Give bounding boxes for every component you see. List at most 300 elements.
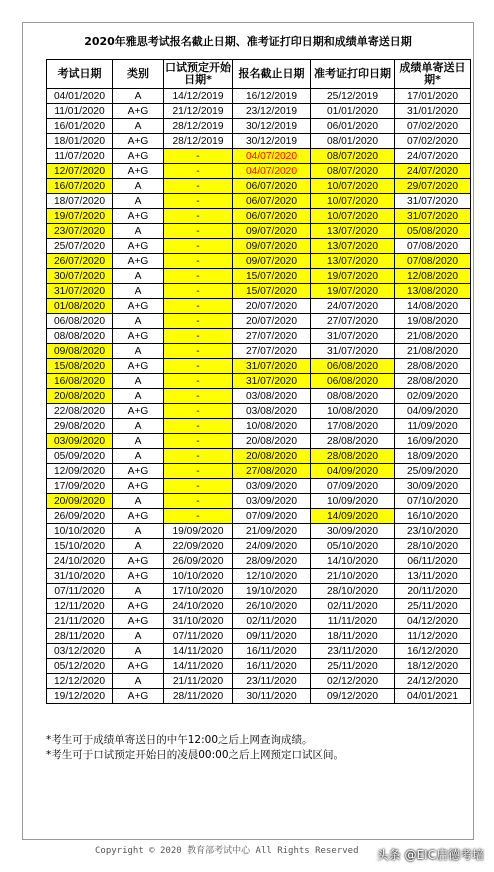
table-row [47, 404, 471, 419]
table-row [47, 254, 471, 269]
cell-exam-date: 17/09/2020 [47, 479, 113, 494]
cell-result-mailing-date: 25/09/2020 [395, 464, 471, 479]
cell-exam-date: 16/08/2020 [47, 374, 113, 389]
cell-admission-print-date: 21/10/2020 [311, 569, 395, 584]
cell-result-mailing-date: 16/09/2020 [395, 434, 471, 449]
cell-registration-deadline: 24/09/2020 [233, 539, 311, 554]
table-row [47, 194, 471, 209]
cell-registration-deadline: 16/11/2020 [233, 644, 311, 659]
cell-admission-print-date: 14/10/2020 [311, 554, 395, 569]
header-result-mailing-date: 成绩单寄送日期* [395, 60, 471, 89]
cell-speaking-booking-start: - [164, 389, 233, 404]
cell-exam-date: 01/08/2020 [47, 299, 113, 314]
cell-exam-date: 31/10/2020 [47, 569, 113, 584]
cell-registration-deadline: 04/07/2020 [233, 149, 311, 164]
cell-result-mailing-date: 24/07/2020 [395, 149, 471, 164]
cell-result-mailing-date: 24/12/2020 [395, 674, 471, 689]
cell-result-mailing-date: 07/02/2020 [395, 119, 471, 134]
cell-category: A [113, 344, 164, 359]
cell-registration-deadline: 15/07/2020 [233, 284, 311, 299]
table-row [47, 389, 471, 404]
cell-registration-deadline: 06/07/2020 [233, 194, 311, 209]
cell-exam-date: 19/07/2020 [47, 209, 113, 224]
cell-category: A [113, 584, 164, 599]
cell-registration-deadline: 27/07/2020 [233, 329, 311, 344]
cell-speaking-booking-start: - [164, 464, 233, 479]
table-row [47, 419, 471, 434]
table-row [47, 164, 471, 179]
cell-exam-date: 16/07/2020 [47, 179, 113, 194]
cell-result-mailing-date: 13/08/2020 [395, 284, 471, 299]
cell-result-mailing-date: 02/09/2020 [395, 389, 471, 404]
table-row [47, 614, 471, 629]
cell-speaking-booking-start: 19/09/2020 [164, 524, 233, 539]
cell-speaking-booking-start: - [164, 494, 233, 509]
cell-admission-print-date: 19/07/2020 [311, 284, 395, 299]
cell-registration-deadline: 30/12/2019 [233, 119, 311, 134]
cell-exam-date: 11/01/2020 [47, 104, 113, 119]
cell-admission-print-date: 13/07/2020 [311, 224, 395, 239]
cell-speaking-booking-start: - [164, 194, 233, 209]
cell-category: A [113, 539, 164, 554]
cell-speaking-booking-start: 28/12/2019 [164, 119, 233, 134]
cell-exam-date: 16/01/2020 [47, 119, 113, 134]
cell-category: A [113, 314, 164, 329]
cell-registration-deadline: 19/10/2020 [233, 584, 311, 599]
cell-speaking-booking-start: 17/10/2020 [164, 584, 233, 599]
cell-category: A+G [113, 404, 164, 419]
cell-registration-deadline: 15/07/2020 [233, 269, 311, 284]
table-row [47, 584, 471, 599]
cell-registration-deadline: 06/07/2020 [233, 209, 311, 224]
cell-speaking-booking-start: - [164, 344, 233, 359]
cell-category: A [113, 269, 164, 284]
cell-admission-print-date: 10/07/2020 [311, 194, 395, 209]
cell-registration-deadline: 03/08/2020 [233, 404, 311, 419]
cell-registration-deadline: 30/11/2020 [233, 689, 311, 704]
cell-speaking-booking-start: 10/10/2020 [164, 569, 233, 584]
table-row [47, 644, 471, 659]
cell-exam-date: 30/07/2020 [47, 269, 113, 284]
cell-speaking-booking-start: - [164, 164, 233, 179]
cell-speaking-booking-start: 21/11/2020 [164, 674, 233, 689]
cell-exam-date: 12/11/2020 [47, 599, 113, 614]
cell-admission-print-date: 02/12/2020 [311, 674, 395, 689]
cell-result-mailing-date: 07/08/2020 [395, 254, 471, 269]
cell-exam-date: 03/09/2020 [47, 434, 113, 449]
cell-exam-date: 10/10/2020 [47, 524, 113, 539]
cell-admission-print-date: 08/01/2020 [311, 134, 395, 149]
cell-admission-print-date: 28/10/2020 [311, 584, 395, 599]
cell-admission-print-date: 13/07/2020 [311, 239, 395, 254]
cell-category: A [113, 119, 164, 134]
cell-result-mailing-date: 31/01/2020 [395, 104, 471, 119]
cell-category: A+G [113, 239, 164, 254]
cell-admission-print-date: 19/07/2020 [311, 269, 395, 284]
cell-admission-print-date: 18/11/2020 [311, 629, 395, 644]
cell-admission-print-date: 08/07/2020 [311, 149, 395, 164]
cell-exam-date: 20/09/2020 [47, 494, 113, 509]
cell-category: A+G [113, 209, 164, 224]
cell-registration-deadline: 21/09/2020 [233, 524, 311, 539]
cell-speaking-booking-start: - [164, 509, 233, 524]
cell-category: A [113, 449, 164, 464]
table-row [47, 284, 471, 299]
table-row [47, 494, 471, 509]
table-header-row [47, 60, 471, 89]
cell-speaking-booking-start: 31/10/2020 [164, 614, 233, 629]
cell-speaking-booking-start: 24/10/2020 [164, 599, 233, 614]
table-row [47, 509, 471, 524]
cell-category: A [113, 419, 164, 434]
cell-category: A [113, 524, 164, 539]
cell-result-mailing-date: 30/09/2020 [395, 479, 471, 494]
table-row [47, 89, 471, 104]
cell-result-mailing-date: 21/08/2020 [395, 344, 471, 359]
footnote-speaking: *考生可于口试预定开始日的凌晨00:00之后上网预定口试区间。 [46, 749, 345, 761]
cell-result-mailing-date: 25/11/2020 [395, 599, 471, 614]
cell-admission-print-date: 08/07/2020 [311, 164, 395, 179]
cell-category: A+G [113, 104, 164, 119]
table-row [47, 629, 471, 644]
cell-exam-date: 23/07/2020 [47, 224, 113, 239]
cell-speaking-booking-start: - [164, 284, 233, 299]
cell-exam-date: 15/08/2020 [47, 359, 113, 374]
cell-admission-print-date: 27/07/2020 [311, 314, 395, 329]
cell-category: A+G [113, 569, 164, 584]
cell-result-mailing-date: 18/12/2020 [395, 659, 471, 674]
cell-registration-deadline: 04/07/2020 [233, 164, 311, 179]
cell-category: A+G [113, 359, 164, 374]
cell-exam-date: 20/08/2020 [47, 389, 113, 404]
cell-category: A+G [113, 164, 164, 179]
cell-result-mailing-date: 06/11/2020 [395, 554, 471, 569]
header-exam-date: 考试日期 [47, 60, 113, 89]
cell-admission-print-date: 25/12/2019 [311, 89, 395, 104]
cell-result-mailing-date: 29/07/2020 [395, 179, 471, 194]
cell-category: A+G [113, 254, 164, 269]
cell-speaking-booking-start: - [164, 149, 233, 164]
cell-result-mailing-date: 16/10/2020 [395, 509, 471, 524]
cell-exam-date: 31/07/2020 [47, 284, 113, 299]
cell-registration-deadline: 03/08/2020 [233, 389, 311, 404]
cell-registration-deadline: 20/07/2020 [233, 299, 311, 314]
cell-exam-date: 12/09/2020 [47, 464, 113, 479]
cell-category: A+G [113, 479, 164, 494]
cell-registration-deadline: 10/08/2020 [233, 419, 311, 434]
cell-result-mailing-date: 28/10/2020 [395, 539, 471, 554]
cell-admission-print-date: 17/08/2020 [311, 419, 395, 434]
table-row [47, 314, 471, 329]
cell-speaking-booking-start: - [164, 254, 233, 269]
cell-admission-print-date: 10/09/2020 [311, 494, 395, 509]
cell-speaking-booking-start: 22/09/2020 [164, 539, 233, 554]
cell-speaking-booking-start: 28/11/2020 [164, 689, 233, 704]
cell-result-mailing-date: 28/08/2020 [395, 359, 471, 374]
cell-result-mailing-date: 04/09/2020 [395, 404, 471, 419]
table-row [47, 434, 471, 449]
cell-admission-print-date: 06/08/2020 [311, 374, 395, 389]
cell-registration-deadline: 09/07/2020 [233, 254, 311, 269]
copyright-text: Copyright © 2020 教育部考试中心 All Rights Reserved [95, 846, 359, 856]
cell-registration-deadline: 07/09/2020 [233, 509, 311, 524]
cell-category: A [113, 674, 164, 689]
cell-exam-date: 26/09/2020 [47, 509, 113, 524]
cell-result-mailing-date: 07/02/2020 [395, 134, 471, 149]
cell-speaking-booking-start: 14/11/2020 [164, 644, 233, 659]
cell-speaking-booking-start: - [164, 434, 233, 449]
cell-registration-deadline: 23/11/2020 [233, 674, 311, 689]
cell-category: A [113, 629, 164, 644]
cell-category: A [113, 179, 164, 194]
cell-speaking-booking-start: - [164, 269, 233, 284]
cell-category: A [113, 389, 164, 404]
table-row [47, 374, 471, 389]
cell-registration-deadline: 23/12/2019 [233, 104, 311, 119]
table-row [47, 134, 471, 149]
cell-result-mailing-date: 31/07/2020 [395, 194, 471, 209]
cell-speaking-booking-start: - [164, 359, 233, 374]
cell-result-mailing-date: 11/12/2020 [395, 629, 471, 644]
table-row [47, 239, 471, 254]
cell-category: A [113, 89, 164, 104]
cell-registration-deadline: 20/07/2020 [233, 314, 311, 329]
cell-category: A [113, 434, 164, 449]
cell-admission-print-date: 05/10/2020 [311, 539, 395, 554]
cell-result-mailing-date: 31/07/2020 [395, 209, 471, 224]
cell-exam-date: 05/09/2020 [47, 449, 113, 464]
cell-admission-print-date: 28/08/2020 [311, 449, 395, 464]
page-title: 2020年雅思考试报名截止日期、准考证打印日期和成绩单寄送日期 [84, 35, 412, 48]
cell-category: A [113, 284, 164, 299]
cell-exam-date: 06/08/2020 [47, 314, 113, 329]
cell-registration-deadline: 30/12/2019 [233, 134, 311, 149]
cell-speaking-booking-start: - [164, 329, 233, 344]
cell-category: A [113, 224, 164, 239]
cell-exam-date: 18/01/2020 [47, 134, 113, 149]
cell-registration-deadline: 09/07/2020 [233, 239, 311, 254]
cell-registration-deadline: 20/08/2020 [233, 434, 311, 449]
cell-result-mailing-date: 28/08/2020 [395, 374, 471, 389]
cell-registration-deadline: 16/11/2020 [233, 659, 311, 674]
cell-exam-date: 24/10/2020 [47, 554, 113, 569]
cell-admission-print-date: 09/12/2020 [311, 689, 395, 704]
table-row [47, 149, 471, 164]
cell-category: A [113, 494, 164, 509]
cell-registration-deadline: 02/11/2020 [233, 614, 311, 629]
cell-speaking-booking-start: 07/11/2020 [164, 629, 233, 644]
cell-exam-date: 29/08/2020 [47, 419, 113, 434]
cell-speaking-booking-start: - [164, 224, 233, 239]
table-row [47, 299, 471, 314]
cell-exam-date: 18/07/2020 [47, 194, 113, 209]
cell-result-mailing-date: 11/09/2020 [395, 419, 471, 434]
table-row [47, 119, 471, 134]
header-speaking-booking-start: 口试预定开始日期* [164, 60, 233, 89]
table-row [47, 224, 471, 239]
cell-speaking-booking-start: - [164, 479, 233, 494]
cell-result-mailing-date: 23/10/2020 [395, 524, 471, 539]
header-registration-deadline: 报名截止日期 [233, 60, 311, 89]
cell-exam-date: 08/08/2020 [47, 329, 113, 344]
cell-category: A+G [113, 509, 164, 524]
cell-result-mailing-date: 07/08/2020 [395, 239, 471, 254]
cell-exam-date: 15/10/2020 [47, 539, 113, 554]
cell-speaking-booking-start: 14/11/2020 [164, 659, 233, 674]
cell-speaking-booking-start: 28/12/2019 [164, 134, 233, 149]
cell-exam-date: 28/11/2020 [47, 629, 113, 644]
cell-result-mailing-date: 16/12/2020 [395, 644, 471, 659]
cell-speaking-booking-start: - [164, 239, 233, 254]
cell-admission-print-date: 23/11/2020 [311, 644, 395, 659]
cell-category: A+G [113, 299, 164, 314]
table-row [47, 464, 471, 479]
cell-exam-date: 12/12/2020 [47, 674, 113, 689]
cell-exam-date: 11/07/2020 [47, 149, 113, 164]
cell-exam-date: 05/12/2020 [47, 659, 113, 674]
cell-admission-print-date: 01/01/2020 [311, 104, 395, 119]
cell-result-mailing-date: 24/07/2020 [395, 164, 471, 179]
cell-registration-deadline: 03/09/2020 [233, 479, 311, 494]
cell-result-mailing-date: 04/01/2021 [395, 689, 471, 704]
cell-category: A [113, 374, 164, 389]
cell-result-mailing-date: 13/11/2020 [395, 569, 471, 584]
table-row [47, 539, 471, 554]
table-row [47, 659, 471, 674]
cell-speaking-booking-start: - [164, 404, 233, 419]
cell-registration-deadline: 26/10/2020 [233, 599, 311, 614]
cell-admission-print-date: 24/07/2020 [311, 299, 395, 314]
table-row [47, 689, 471, 704]
cell-admission-print-date: 30/09/2020 [311, 524, 395, 539]
cell-speaking-booking-start: - [164, 314, 233, 329]
table-row [47, 344, 471, 359]
cell-speaking-booking-start: 21/12/2019 [164, 104, 233, 119]
cell-admission-print-date: 13/07/2020 [311, 254, 395, 269]
table-row [47, 209, 471, 224]
cell-category: A+G [113, 554, 164, 569]
cell-category: A [113, 644, 164, 659]
table-row [47, 554, 471, 569]
cell-registration-deadline: 03/09/2020 [233, 494, 311, 509]
cell-exam-date: 19/12/2020 [47, 689, 113, 704]
cell-exam-date: 03/12/2020 [47, 644, 113, 659]
cell-speaking-booking-start: - [164, 449, 233, 464]
cell-result-mailing-date: 05/08/2020 [395, 224, 471, 239]
cell-admission-print-date: 06/01/2020 [311, 119, 395, 134]
cell-result-mailing-date: 17/01/2020 [395, 89, 471, 104]
cell-admission-print-date: 02/11/2020 [311, 599, 395, 614]
cell-registration-deadline: 12/10/2020 [233, 569, 311, 584]
cell-admission-print-date: 04/09/2020 [311, 464, 395, 479]
cell-exam-date: 22/08/2020 [47, 404, 113, 419]
cell-registration-deadline: 31/07/2020 [233, 359, 311, 374]
cell-exam-date: 07/11/2020 [47, 584, 113, 599]
table-row [47, 569, 471, 584]
cell-admission-print-date: 07/09/2020 [311, 479, 395, 494]
table-row [47, 359, 471, 374]
cell-admission-print-date: 31/07/2020 [311, 344, 395, 359]
watermark-text: 头条 @EIC启德考培 [376, 848, 484, 862]
cell-speaking-booking-start: 14/12/2019 [164, 89, 233, 104]
cell-exam-date: 04/01/2020 [47, 89, 113, 104]
cell-category: A [113, 194, 164, 209]
cell-speaking-booking-start: 26/09/2020 [164, 554, 233, 569]
cell-speaking-booking-start: - [164, 179, 233, 194]
table-row [47, 104, 471, 119]
table-row [47, 329, 471, 344]
cell-registration-deadline: 27/08/2020 [233, 464, 311, 479]
footnote-result: *考生可于成绩单寄送日的中午12:00之后上网查询成绩。 [46, 734, 313, 746]
cell-category: A+G [113, 689, 164, 704]
cell-registration-deadline: 28/09/2020 [233, 554, 311, 569]
cell-category: A+G [113, 464, 164, 479]
cell-admission-print-date: 06/08/2020 [311, 359, 395, 374]
header-category: 类别 [113, 60, 164, 89]
cell-registration-deadline: 06/07/2020 [233, 179, 311, 194]
cell-admission-print-date: 11/11/2020 [311, 614, 395, 629]
cell-result-mailing-date: 04/12/2020 [395, 614, 471, 629]
cell-registration-deadline: 09/11/2020 [233, 629, 311, 644]
cell-speaking-booking-start: - [164, 374, 233, 389]
cell-category: A+G [113, 329, 164, 344]
table-row [47, 449, 471, 464]
cell-admission-print-date: 25/11/2020 [311, 659, 395, 674]
cell-speaking-booking-start: - [164, 299, 233, 314]
table-body [47, 89, 471, 704]
cell-registration-deadline: 20/08/2020 [233, 449, 311, 464]
cell-admission-print-date: 31/07/2020 [311, 329, 395, 344]
table-row [47, 524, 471, 539]
schedule-table [46, 59, 471, 704]
cell-admission-print-date: 28/08/2020 [311, 434, 395, 449]
cell-category: A+G [113, 134, 164, 149]
cell-admission-print-date: 10/07/2020 [311, 179, 395, 194]
cell-result-mailing-date: 14/08/2020 [395, 299, 471, 314]
cell-result-mailing-date: 12/08/2020 [395, 269, 471, 284]
cell-exam-date: 26/07/2020 [47, 254, 113, 269]
cell-admission-print-date: 10/07/2020 [311, 209, 395, 224]
cell-exam-date: 12/07/2020 [47, 164, 113, 179]
cell-result-mailing-date: 19/08/2020 [395, 314, 471, 329]
cell-admission-print-date: 10/08/2020 [311, 404, 395, 419]
cell-category: A+G [113, 149, 164, 164]
cell-registration-deadline: 27/07/2020 [233, 344, 311, 359]
cell-result-mailing-date: 07/10/2020 [395, 494, 471, 509]
cell-result-mailing-date: 21/08/2020 [395, 329, 471, 344]
table-row [47, 179, 471, 194]
cell-admission-print-date: 08/08/2020 [311, 389, 395, 404]
cell-result-mailing-date: 18/09/2020 [395, 449, 471, 464]
cell-category: A+G [113, 659, 164, 674]
cell-exam-date: 21/11/2020 [47, 614, 113, 629]
cell-category: A+G [113, 614, 164, 629]
cell-exam-date: 25/07/2020 [47, 239, 113, 254]
table-row [47, 479, 471, 494]
cell-admission-print-date: 14/09/2020 [311, 509, 395, 524]
document-frame [22, 22, 474, 840]
cell-speaking-booking-start: - [164, 209, 233, 224]
cell-registration-deadline: 09/07/2020 [233, 224, 311, 239]
header-admission-print-date: 准考证打印日期 [311, 60, 395, 89]
table-row [47, 269, 471, 284]
cell-speaking-booking-start: - [164, 419, 233, 434]
table-row [47, 674, 471, 689]
cell-result-mailing-date: 20/11/2020 [395, 584, 471, 599]
cell-exam-date: 09/08/2020 [47, 344, 113, 359]
footnotes [46, 733, 466, 763]
cell-category: A+G [113, 599, 164, 614]
